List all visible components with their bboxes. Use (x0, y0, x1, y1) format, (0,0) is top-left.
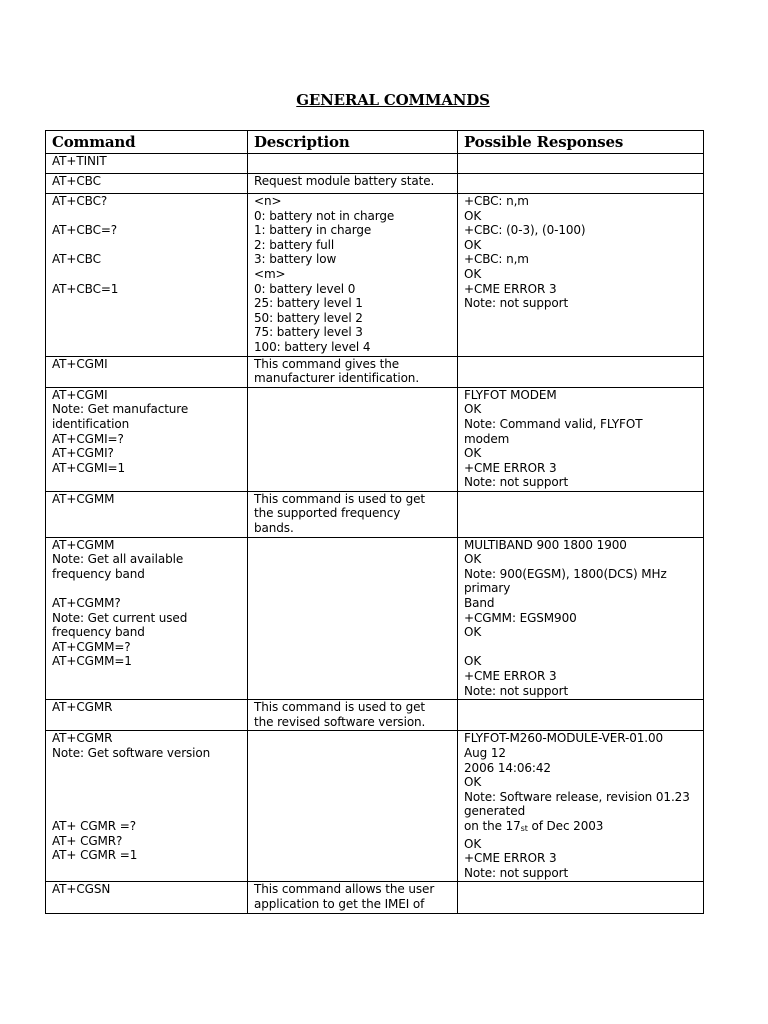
cell-description: This command is used to get the supported frequency bands. (248, 491, 458, 537)
cell-description: This command gives the manufacturer identification. (248, 356, 458, 387)
cell-responses-cgmr (458, 731, 704, 882)
cell-description: This command allows the user application to get the IMEI of (248, 882, 458, 913)
cell-description (248, 731, 458, 882)
cell-command: AT+TINIT (46, 154, 248, 174)
header-possible-responses: Possible Responses (458, 131, 704, 154)
header-description: Description (248, 131, 458, 154)
cell-command: AT+CGMI (46, 356, 248, 387)
cell-responses (458, 882, 704, 913)
table-row (46, 700, 704, 731)
cell-responses (458, 700, 704, 731)
table-row (46, 356, 704, 387)
cell-description: <n> 0: battery not in charge 1: battery in charge 2: battery full 3: battery low <m> 0: battery level 0 25: battery level 1 50: battery level 2 75: battery level 3 100: battery level 4 (248, 194, 458, 357)
page-title: GENERAL COMMANDS (296, 91, 490, 109)
cell-command: AT+CBC? AT+CBC=? AT+CBC AT+CBC=1 (46, 194, 248, 357)
commands-table (45, 130, 704, 914)
cell-responses (458, 154, 704, 174)
cell-responses: MULTIBAND 900 1800 1900 OK Note: 900(EGSM), 1800(DCS) MHz primary Band +CGMM: EGSM900 OK OK +CME ERROR 3 Note: not support (458, 537, 704, 700)
table-row (46, 491, 704, 537)
cell-command: AT+CGMR Note: Get software version AT+ CGMR =? AT+ CGMR? AT+ CGMR =1 (46, 731, 248, 882)
table-row (46, 174, 704, 194)
cell-responses: +CBC: n,m OK +CBC: (0-3), (0-100) OK +CBC: n,m OK +CME ERROR 3 Note: not support (458, 194, 704, 357)
cell-command: AT+CGMI Note: Get manufacture identification AT+CGMI=? AT+CGMI? AT+CGMI=1 (46, 387, 248, 491)
cgmr-response-text-cont: of Dec 2003 OK +CME ERROR 3 Note: not support (464, 818, 604, 880)
table-row (46, 387, 704, 491)
ordinal-suffix: st (520, 823, 528, 833)
cell-description (248, 537, 458, 700)
cell-command: AT+CGSN (46, 882, 248, 913)
cell-responses: FLYFOT MODEM OK Note: Command valid, FLYFOT modem OK +CME ERROR 3 Note: not support (458, 387, 704, 491)
table-row (46, 731, 704, 882)
cell-command: AT+CGMM Note: Get all available frequency band AT+CGMM? Note: Get current used frequency band AT+CGMM=? AT+CGMM=1 (46, 537, 248, 700)
table-row (46, 882, 704, 913)
table-header-row (46, 131, 704, 154)
cgmr-response-text: FLYFOT-M260-MODULE-VER-01.00 Aug 12 2006 14:06:42 OK Note: Software release, revision 01.23 generated on the 17 (464, 731, 690, 833)
cell-command: AT+CBC (46, 174, 248, 194)
table-row (46, 194, 704, 357)
cell-description (248, 154, 458, 174)
cell-description (248, 387, 458, 491)
cell-description: This command is used to get the revised software version. (248, 700, 458, 731)
cell-command: AT+CGMM (46, 491, 248, 537)
cell-responses (458, 491, 704, 537)
cell-description: Request module battery state. (248, 174, 458, 194)
header-command: Command (46, 131, 248, 154)
cell-responses (458, 174, 704, 194)
table-row (46, 154, 704, 174)
table-row (46, 537, 704, 700)
cell-command: AT+CGMR (46, 700, 248, 731)
cell-responses (458, 356, 704, 387)
